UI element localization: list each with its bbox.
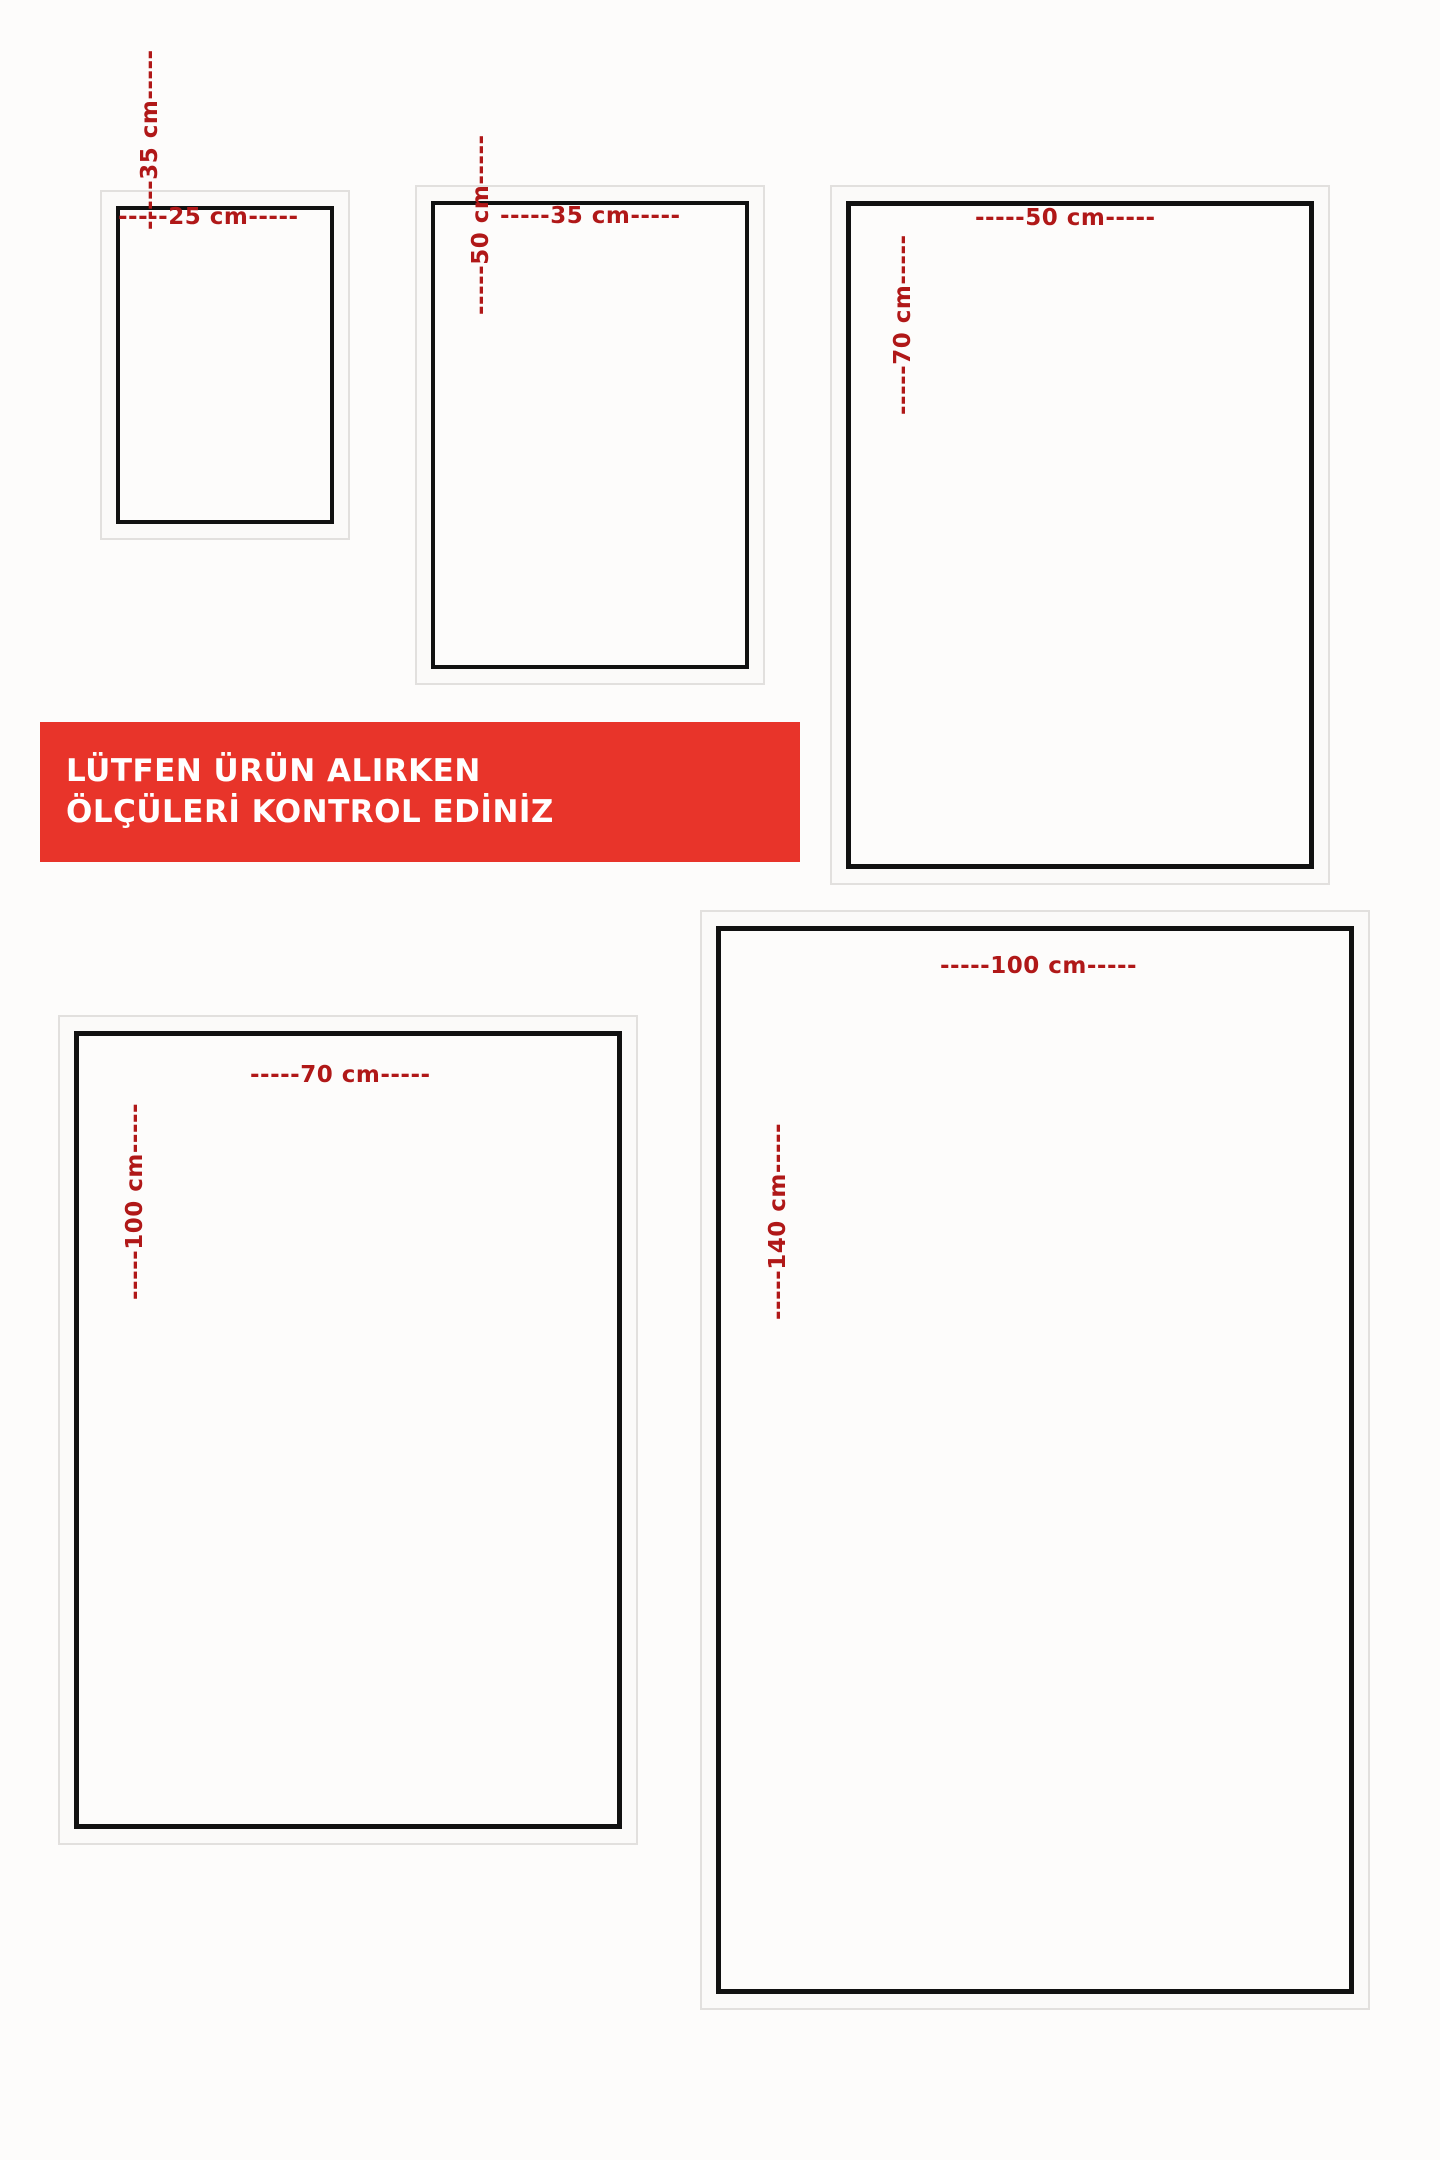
warning-banner-line-2: ÖLÇÜLERİ KONTROL EDİNİZ (66, 794, 554, 830)
frame-100x140-inner (716, 926, 1354, 1994)
frame-25x35 (100, 190, 350, 540)
frame-70x100-height-label: -----100 cm----- (122, 1102, 148, 1300)
frame-100x140 (700, 910, 1370, 2010)
frame-25x35-inner (116, 206, 334, 524)
frame-25x35-width-label: -----25 cm----- (118, 204, 299, 230)
frame-70x100-width-label: -----70 cm----- (250, 1062, 431, 1088)
frame-70x100-inner (74, 1031, 622, 1829)
warning-banner (40, 722, 800, 862)
frame-35x50-height-label: -----50 cm----- (468, 134, 494, 315)
frame-35x50-width-label: -----35 cm----- (500, 203, 681, 229)
frame-25x35-height-label: -----35 cm----- (137, 49, 163, 230)
frame-50x70-height-label: -----70 cm----- (890, 234, 916, 415)
warning-banner-line-1: LÜTFEN ÜRÜN ALIRKEN (66, 753, 481, 790)
frame-50x70-inner (846, 201, 1314, 869)
frame-100x140-height-label: -----140 cm----- (765, 1122, 791, 1320)
frame-100x140-width-label: -----100 cm----- (940, 953, 1138, 979)
frame-50x70-width-label: -----50 cm----- (975, 205, 1156, 231)
